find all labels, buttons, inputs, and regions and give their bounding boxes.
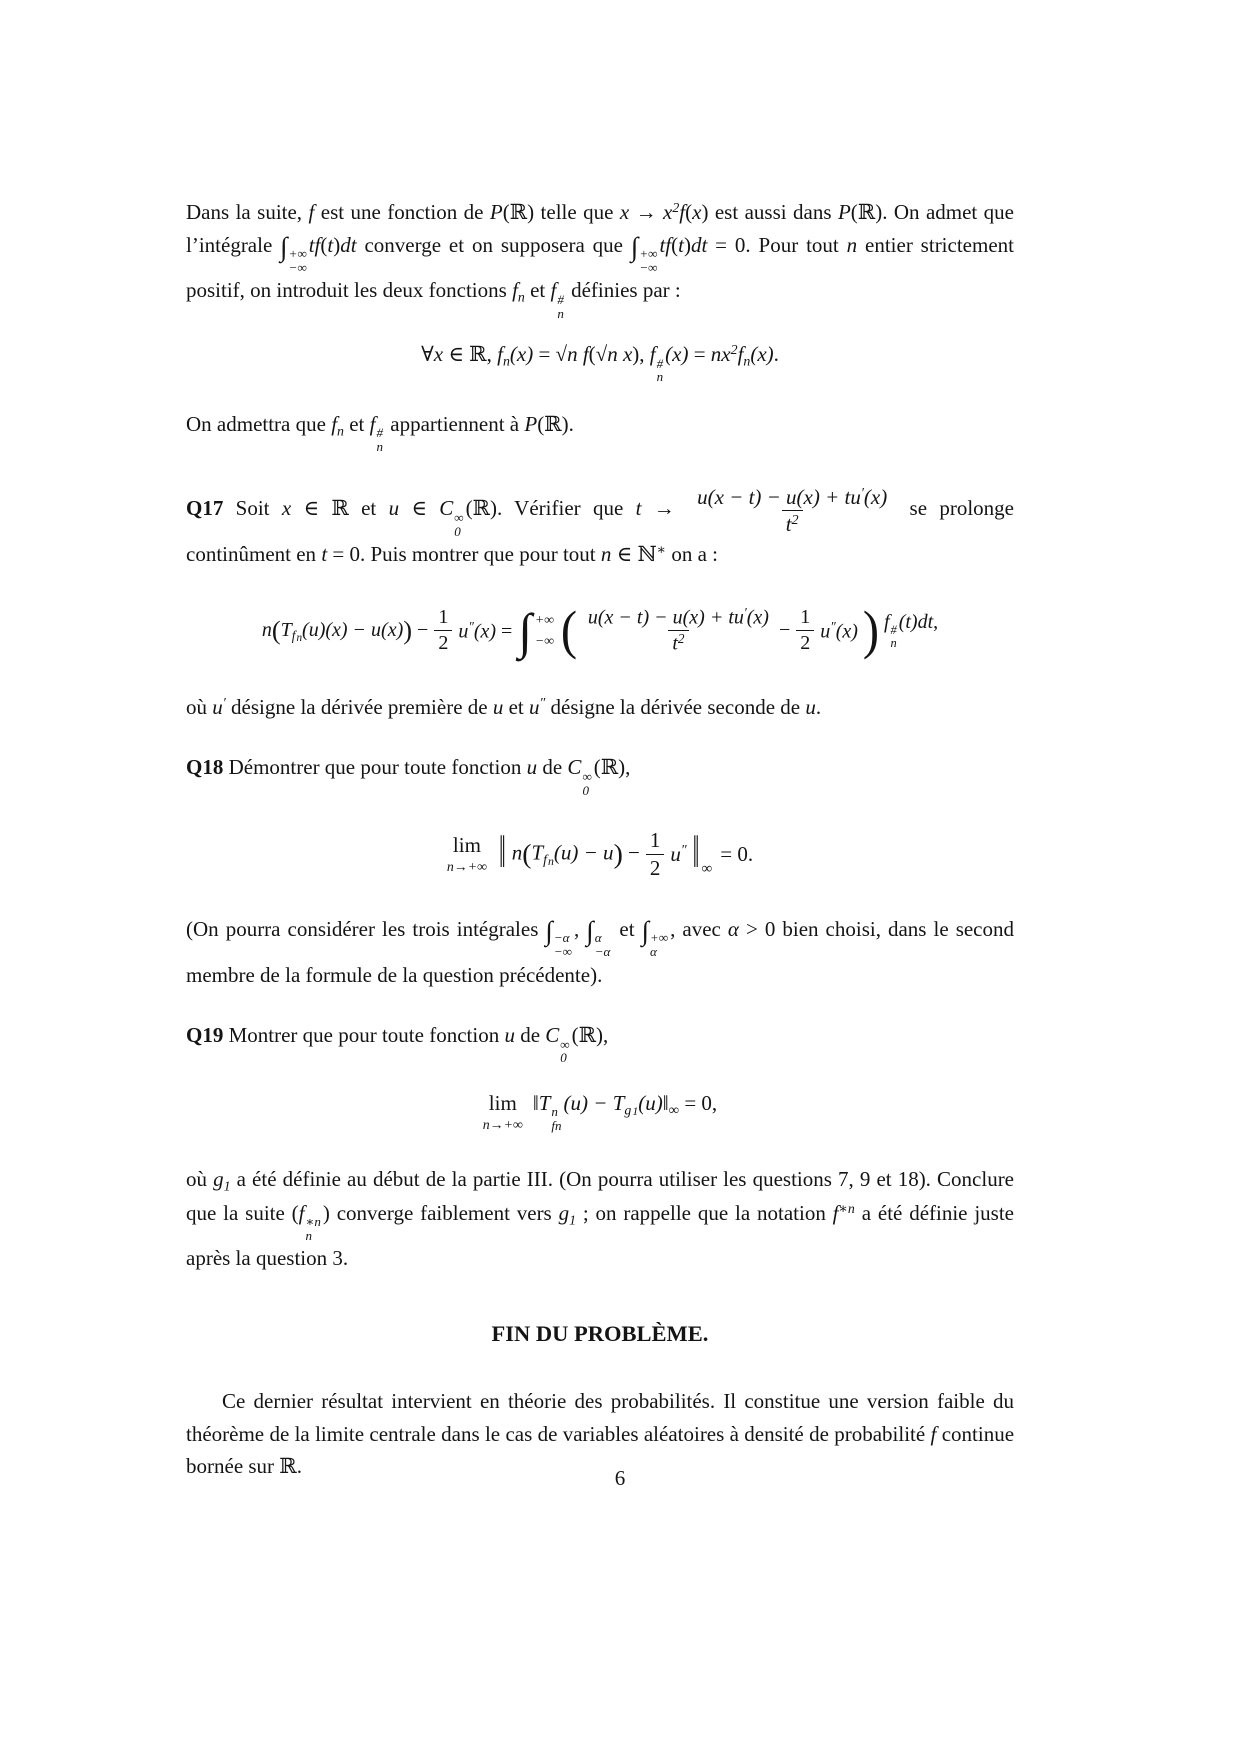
lim-label: lim <box>452 832 481 857</box>
q17-inline-fraction <box>693 484 891 538</box>
paragraph-closing-remark: Ce dernier résultat intervient en théorie des probabilités. Il constitue une version faible du théorème de la limite centrale dans le cas de variables aléatoires à densité de probabilité f continue bornée sur ℝ. <box>186 1389 1015 1479</box>
q17-text-pre: Q17 Soit x ∈ ℝ et u ∈ C ∞ 0 (ℝ). Vérifier que t → <box>186 496 688 539</box>
q17-text-post: se prolonge continûment en t = 0. Puis montrer que pour tout n ∈ ℕ∗ on a : <box>186 496 1015 567</box>
fraction-numerator: 1 <box>438 606 449 629</box>
lim-operator <box>447 834 487 874</box>
paragraph-admit: On admettra que $f_n$ et f # n appartiennent à P(ℝ). <box>186 411 574 455</box>
fraction-denominator: 2 <box>796 630 814 656</box>
paragraph-q18: Q18 Démontrer que pour toute fonction u de C ∞ 0 (ℝ), <box>186 755 631 798</box>
integral-operator <box>518 602 554 659</box>
norm-bar-left: ‖ <box>498 827 506 879</box>
integrand-fraction <box>584 605 773 657</box>
fraction-denominator: 2 <box>646 854 665 881</box>
big-right-paren: ) <box>862 599 880 660</box>
one-half-fraction <box>796 605 814 656</box>
fraction-denominator: $t^2$ <box>668 630 688 657</box>
integral-upper-limit: +∞ <box>535 612 554 628</box>
paragraph-q17 <box>186 484 1014 571</box>
fraction-numerator: u(x − t) − u(x) + tu′(x) <box>587 604 769 629</box>
one-half-fraction <box>646 827 665 881</box>
norm-infinity-subscript: ∞ <box>701 861 713 878</box>
integral-sign: ∫ <box>518 602 533 659</box>
paragraph-intro: Dans la suite, f est une fonction de P(ℝ) telle que $x \to x^2f(x)$ est aussi dans P(ℝ). On admet que l’intégrale ∫ +∞ −∞ tf(t)dt converge et on supposera que ∫ +∞ −∞ tf(t)dt = 0. Pour tout n entier strictement positif, on introduit les deux fonctions $f_n$ et f # n définies par : <box>186 200 1014 321</box>
paragraph-derivatives-note: où u′ désigne la dérivée première de u et u″ désigne la dérivée seconde de u. <box>186 694 822 719</box>
lim-subscript: n→+∞ <box>482 1116 523 1132</box>
page-content <box>186 196 1014 1505</box>
fraction-numerator: 1 <box>649 828 661 853</box>
paragraph-q18-hint: (On pourra considérer les trois intégrales ∫ −α −∞ , ∫ α −α et ∫ +∞ α , avec α > 0 bien choisi, dans le second membre de la formule de la question précédente). <box>186 915 1015 987</box>
fraction-numerator: 1 <box>800 606 811 629</box>
equation-q19-limit <box>186 1091 1014 1133</box>
lim-subscript: n→+∞ <box>446 858 487 874</box>
q19-eq-body-run: ‖T n fn $(u) - T_{g1}(u)‖_\infty = 0$, <box>532 1090 718 1134</box>
integral-lower-limit: −∞ <box>535 633 554 649</box>
big-left-paren: ( <box>560 599 577 660</box>
q17-eq-tail-run: f # n (t)dt, <box>883 611 939 651</box>
equation-q18-limit <box>186 827 1014 881</box>
equation-fn-definition <box>186 342 1014 384</box>
heading-fin-du-probleme: FIN DU PROBLÈME. <box>491 1321 709 1346</box>
paragraph-q19: Q19 Montrer que pour toute fonction u de C ∞ 0 (ℝ), <box>186 1023 609 1066</box>
equation-q17-main <box>186 599 1014 660</box>
lim-operator <box>483 1092 523 1132</box>
lim-label: lim <box>488 1090 517 1115</box>
q18-eq-result-run: = 0. <box>720 841 754 866</box>
norm-bar-right: ‖ <box>692 827 700 879</box>
integral-limits <box>535 612 554 649</box>
q17-eq-mid2-run: u″(x) <box>820 618 858 643</box>
q18-eq-body2-run: u″ <box>670 841 687 866</box>
one-half-fraction <box>434 605 452 656</box>
page-number: 6 <box>614 1466 626 1490</box>
fraction-numerator: u(x − t) − u(x) + tu′(x) <box>697 484 888 509</box>
paragraph-q19-conclusion: où $g_1$ a été définie au début de la partie III. (On pourra utiliser les questions 7, 9 et 18). Conclure que la suite (f ∗n n ) converge faiblement vers $g_1$ ; on rappelle que la notation $f^{∗n}$ a été définie juste après la question 3. <box>186 1166 1015 1271</box>
equation-fn-definition-run: ∀x ∈ ℝ, $f_n(x) = √n$ f(√n x), f # n $(x) = nx^2f_n(x)$. <box>421 342 779 385</box>
q18-eq-body-run: $n(T_{fn}(u) - u)$ − <box>511 837 640 869</box>
q17-eq-mid-run: u″(x) = <box>458 618 513 643</box>
fraction-denominator: 2 <box>434 630 452 656</box>
fraction-denominator: $t^2$ <box>782 510 803 537</box>
q17-eq-minus: − <box>778 619 791 642</box>
q17-eq-left-run: $n(T_{fn}(u)(x) - u(x))$ − <box>261 615 429 646</box>
